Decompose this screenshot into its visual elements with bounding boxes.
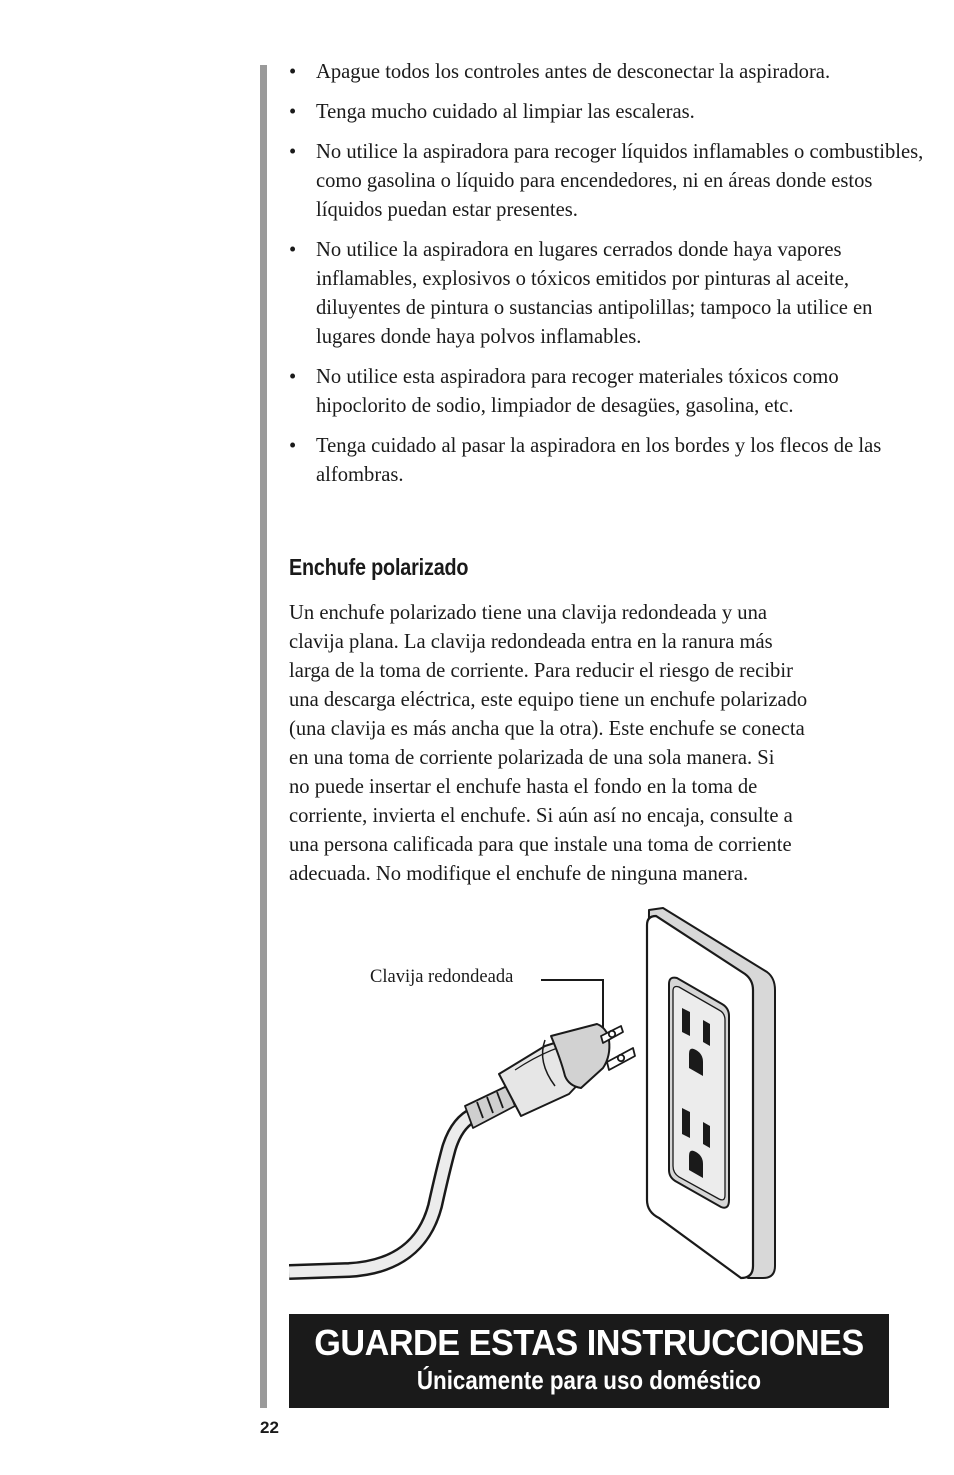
bullet-text: Tenga cuidado al pasar la aspiradora en los bordes y los flecos de las alfombras. — [316, 435, 882, 486]
paragraph-line: Un enchufe polarizado tiene una clavija redondeada y una — [289, 602, 768, 624]
bullet-dot: • — [289, 239, 297, 261]
side-rule — [260, 65, 267, 1408]
paragraph-line: (una clavija es más ancha que la otra). Este enchufe se conecta — [289, 718, 805, 740]
list-item — [289, 58, 929, 87]
plug-prong-lower — [607, 1048, 635, 1070]
power-cord — [289, 1114, 475, 1272]
list-item — [289, 98, 929, 127]
bullet-text: No utilice la aspiradora para recoger líquidos inflamables o combustibles, como gasolina o líquido para encendedores, ni en áreas donde estos líquidos puedan estar presentes. — [316, 141, 924, 221]
paragraph-line: una descarga eléctrica, este equipo tiene un enchufe polarizado — [289, 689, 808, 711]
paragraph-line: adecuada. No modifique el enchufe de ninguna manera. — [289, 863, 749, 885]
bullet-dot: • — [289, 61, 297, 83]
paragraph-line: larga de la toma de corriente. Para reducir el riesgo de recibir — [289, 660, 793, 682]
save-instructions-banner — [289, 1314, 889, 1408]
list-item — [289, 363, 929, 421]
bullet-text: No utilice esta aspiradora para recoger materiales tóxicos como hipoclorito de sodio, limpiador de desagües, gasolina, etc. — [316, 366, 839, 417]
list-item — [289, 432, 929, 490]
callout-label: Clavija redondeada — [370, 967, 514, 987]
banner-title: GUARDE ESTAS INSTRUCCIONES — [314, 1322, 864, 1363]
paragraph-line: no puede insertar el enchufe hasta el fondo en la toma de — [289, 776, 758, 798]
polarized-plug-illustration — [289, 900, 789, 1290]
page-number: 22 — [260, 1418, 279, 1437]
banner-subtitle: Únicamente para uso doméstico — [416, 1365, 762, 1395]
section-heading: Enchufe polarizado — [289, 554, 469, 580]
paragraph-line: clavija plana. La clavija redondeada entra en la ranura más — [289, 631, 773, 653]
bullet-text: Tenga mucho cuidado al limpiar las escaleras. — [316, 101, 695, 123]
paragraph-line: en una toma de corriente polarizada de una sola manera. Si — [289, 747, 775, 769]
bullet-dot: • — [289, 366, 297, 388]
safety-bullet-list — [289, 58, 929, 501]
bullet-text: No utilice la aspiradora en lugares cerrados donde haya vapores inflamables, explosivos o tóxicos emitidos por pinturas al aceite, diluyentes de pintura o sustancias antipolillas; tampoco la utilice en lugares donde haya polvos inflamables. — [316, 239, 873, 348]
bullet-dot: • — [289, 101, 297, 123]
bullet-text: Apague todos los controles antes de desconectar la aspiradora. — [316, 61, 831, 83]
bullet-dot: • — [289, 435, 297, 457]
paragraph-line: una persona calificada para que instale una toma de corriente — [289, 834, 792, 856]
bullet-dot: • — [289, 141, 297, 163]
plug-body — [499, 1024, 609, 1116]
paragraph-line: corriente, invierta el enchufe. Si aún así no encaja, consulte a — [289, 805, 793, 827]
list-item — [289, 236, 929, 352]
section-paragraph — [289, 599, 899, 889]
list-item — [289, 138, 929, 225]
